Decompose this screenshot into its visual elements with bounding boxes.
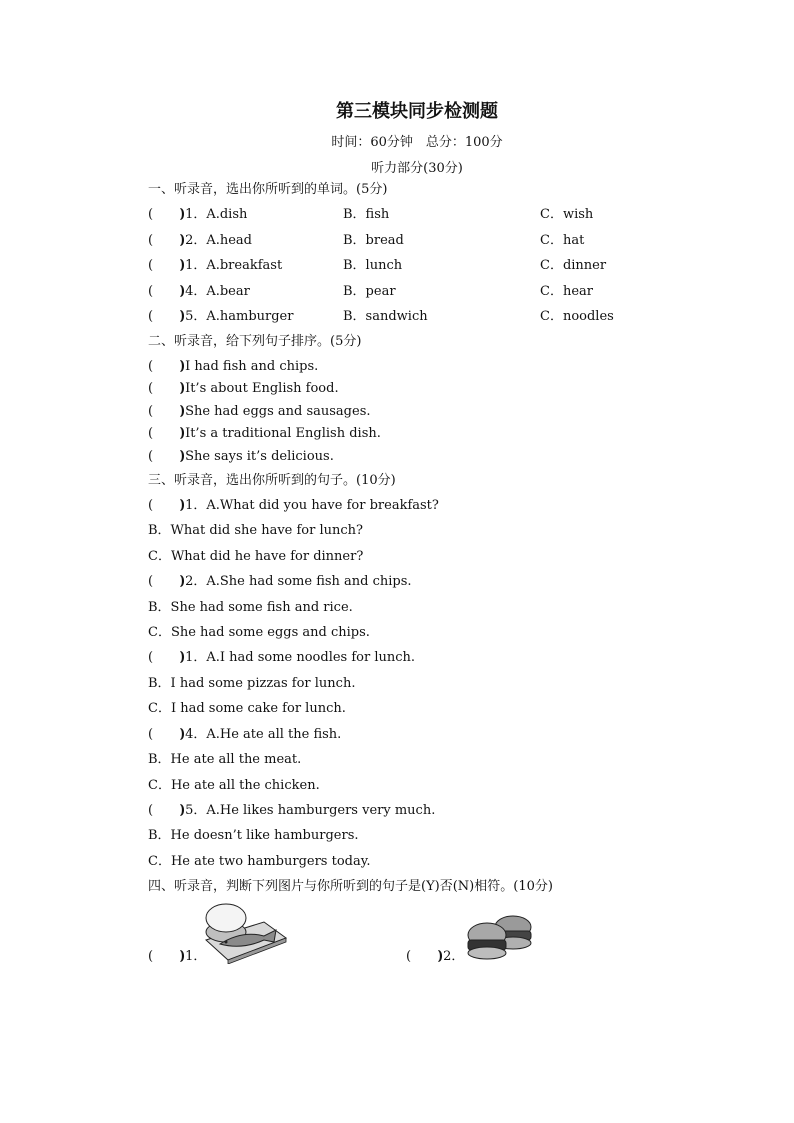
q1-row-2 xyxy=(148,233,252,249)
q3-option-b: B．She had some fish and rice. xyxy=(148,600,353,615)
q2-item xyxy=(148,404,371,420)
section-1-heading: 一、听录音，选出你所听到的单词。(5分) xyxy=(148,182,388,197)
answer-blank[interactable]: ( ) xyxy=(148,574,185,589)
hamburgers-picture xyxy=(465,913,537,963)
rice-shape xyxy=(206,904,246,932)
q3-option-a: )1．A.What did you have for breakfast? xyxy=(180,498,439,513)
rice-and-fish-picture xyxy=(202,900,288,964)
q3-item-5 xyxy=(148,803,435,819)
answer-blank[interactable]: ( ) xyxy=(148,404,185,419)
q4-label: )2． xyxy=(438,949,465,964)
answer-blank[interactable]: ( ) xyxy=(406,949,443,964)
bun-bottom-front xyxy=(468,947,506,959)
q1-option-a: )2．A.head xyxy=(180,233,253,248)
answer-blank[interactable]: ( ) xyxy=(148,650,185,665)
q3-item-4 xyxy=(148,727,341,743)
fish-eye xyxy=(225,941,228,944)
q3-option-a: )1．A.I had some noodles for lunch. xyxy=(180,650,416,665)
answer-blank[interactable]: ( ) xyxy=(148,449,185,464)
answer-blank[interactable]: ( ) xyxy=(148,207,185,222)
q4-label: )1． xyxy=(180,949,207,964)
q2-sentence: )I had fish and chips. xyxy=(180,359,319,374)
q1-row-1 xyxy=(148,207,247,223)
q2-item xyxy=(148,359,318,375)
q2-item xyxy=(148,381,339,397)
q2-sentence: )It’s a traditional English dish. xyxy=(180,426,381,441)
page-title: 第三模块同步检测题 xyxy=(336,101,498,122)
answer-blank[interactable]: ( ) xyxy=(148,803,185,818)
q3-item-1 xyxy=(148,498,439,514)
answer-blank[interactable]: ( ) xyxy=(148,258,185,273)
q3-item-2 xyxy=(148,574,412,590)
q1-option-c: C．dinner xyxy=(540,258,607,273)
q1-option-a: )5．A.hamburger xyxy=(180,309,294,324)
q1-option-b: B．pear xyxy=(343,284,396,299)
q1-option-a: )1．A.dish xyxy=(180,207,248,222)
section-3-heading: 三、听录音，选出你所听到的句子。(10分) xyxy=(148,473,396,488)
answer-blank[interactable]: ( ) xyxy=(148,498,185,513)
q1-option-c: C．hear xyxy=(540,284,593,299)
q1-row-5 xyxy=(148,309,293,325)
q3-option-c: C．I had some cake for lunch. xyxy=(148,701,346,716)
q1-option-c: C．wish xyxy=(540,207,594,222)
q2-sentence: )She had eggs and sausages. xyxy=(180,404,371,419)
q3-option-c: C．He ate all the chicken. xyxy=(148,778,320,793)
q3-option-b: B．What did she have for lunch? xyxy=(148,523,364,538)
q1-option-b: B．sandwich xyxy=(343,309,428,324)
exam-meta: 时间：60分钟 总分：100分 xyxy=(331,135,503,150)
q1-option-c: C．noodles xyxy=(540,309,614,324)
q3-option-b: B．He ate all the meat. xyxy=(148,752,302,767)
q3-item-3 xyxy=(148,650,415,666)
answer-blank[interactable]: ( ) xyxy=(148,381,185,396)
q3-option-a: )5．A.He likes hamburgers very much. xyxy=(180,803,436,818)
q1-option-a: )4．A.bear xyxy=(180,284,250,299)
answer-blank[interactable]: ( ) xyxy=(148,426,185,441)
q1-option-b: B．bread xyxy=(343,233,404,248)
answer-blank[interactable]: ( ) xyxy=(148,309,185,324)
q3-option-a: )2．A.She had some fish and chips. xyxy=(180,574,412,589)
q3-option-b: B．He doesn’t like hamburgers. xyxy=(148,828,359,843)
listening-header: 听力部分(30分) xyxy=(371,161,463,176)
q3-option-c: C．What did he have for dinner? xyxy=(148,549,364,564)
q1-row-4 xyxy=(148,284,250,300)
q3-option-b: B．I had some pizzas for lunch. xyxy=(148,676,356,691)
q4-item-1 xyxy=(148,949,206,965)
answer-blank[interactable]: ( ) xyxy=(148,727,185,742)
section-4-heading: 四、听录音，判断下列图片与你所听到的句子是(Y)否(N)相符。(10分) xyxy=(148,879,553,894)
q1-option-c: C．hat xyxy=(540,233,585,248)
q3-option-c: C．She had some eggs and chips. xyxy=(148,625,370,640)
q1-row-3 xyxy=(148,258,282,274)
q1-option-b: B．fish xyxy=(343,207,390,222)
q3-option-c: C．He ate two hamburgers today. xyxy=(148,854,371,869)
answer-blank[interactable]: ( ) xyxy=(148,284,185,299)
answer-blank[interactable]: ( ) xyxy=(148,359,185,374)
q1-option-b: B．lunch xyxy=(343,258,403,273)
q1-option-a: )1．A.breakfast xyxy=(180,258,283,273)
answer-blank[interactable]: ( ) xyxy=(148,233,185,248)
section-2-heading: 二、听录音，给下列句子排序。(5分) xyxy=(148,334,362,349)
q3-option-a: )4．A.He ate all the fish. xyxy=(180,727,342,742)
q2-sentence: )She says it’s delicious. xyxy=(180,449,334,464)
q2-item xyxy=(148,426,381,442)
answer-blank[interactable]: ( ) xyxy=(148,949,185,964)
q2-item xyxy=(148,449,334,465)
q4-item-2 xyxy=(406,949,464,965)
q2-sentence: )It’s about English food. xyxy=(180,381,339,396)
